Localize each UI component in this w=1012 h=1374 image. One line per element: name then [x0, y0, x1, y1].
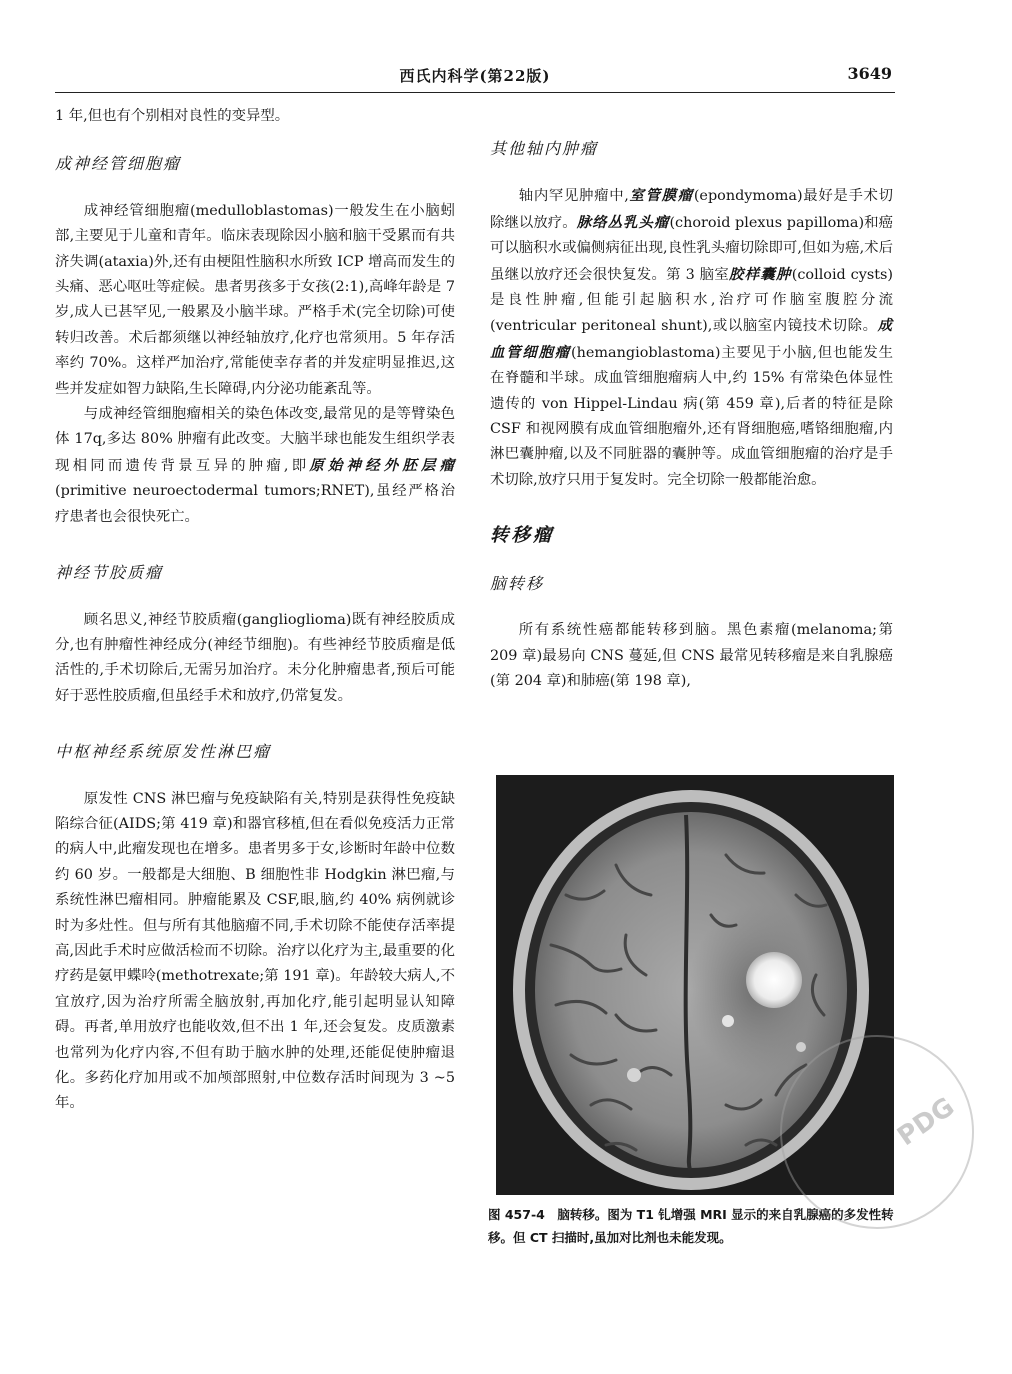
page-number: 3649 [847, 64, 892, 83]
right-column [490, 136, 893, 694]
section-heading-ganglioglioma: 神经节胶质瘤 [55, 563, 164, 583]
watermark-stamp: PDG [742, 997, 1012, 1267]
paragraph: 所有系统性癌都能转移到脑。黑色素瘤(melanoma;第 209 章)最易向 CNS 蔓延,但 CNS 最常见转移瘤是来自乳腺癌(第 204 章)和肺癌(第 198 章), [490, 622, 893, 689]
section-heading-metastasis: 转移瘤 [490, 525, 555, 547]
paragraph: 原发性 CNS 淋巴瘤与免疫缺陷有关,特别是获得性免疫缺陷综合征(AIDS;第 419 章)和器官移植,但在看似免疫活力正常的病人中,此瘤发现也在增多。患者男多于女,诊断时年龄中位数约 60 岁。一般都是大细胞、B 细胞性非 Hodgkin 淋巴瘤,与系统性淋巴瘤相同。肿瘤能累及 CSF,眼,脑,约 40% 病例就诊时为多灶性。但与所有其他脑瘤不同,手术切除不能使存活率提高,因此手术时应做活检而不切除。治疗以化疗为主,最重要的化疗药是氨甲蝶呤(methotrexate;第 191 章)。年龄较大病人,不宜放疗,因为治疗所需全脑放射,再加化疗,能引起明显认知障碍。再者,单用放疗也能收效,但不出 1 年,还会复发。皮质激素也常列为化疗内容,不但有助于脑水肿的处理,还能促使肿瘤退化。多药化疗加用或不加颅部照射,中位数存活时间现为 3 ~5 年。 [55, 790, 455, 1112]
intro-line: 1 年,但也有个别相对良性的变异型。 [55, 108, 290, 124]
section-heading-brain-metastasis: 脑转移 [490, 573, 545, 593]
paragraph: 与成神经管细胞瘤相关的染色体改变,最常见的是等臂染色体 17q,多达 80% 肿瘤有此改变。大脑半球也能发生组织学表现相同而遗传背景互异的肿瘤,即原始神经外胚层瘤(primitive neuroectodermal tumors;RNET),虽经严格治疗患者也会很快死亡。 [55, 406, 455, 525]
header-rule [55, 92, 895, 93]
paragraph: 轴内罕见肿瘤中,室管膜瘤(epondymoma)最好是手术切除继以放疗。脉络丛乳头瘤(choroid plexus papilloma)和癌可以脑积水或偏侧病征出现,良性乳头瘤切除即可,但如为癌,术后虽继以放疗还会很快复发。第 3 脑室胶样囊肿(colloid cysts)是良性肿瘤,但能引起脑积水,治疗可作脑室腹腔分流(ventricular peritoneal shunt),或以脑室内镜技术切除。成血管细胞瘤(hemangioblastoma)主要见于小脑,但也能发生在脊髓和半球。成血管细胞瘤病人中,约 15% 有常染色体显性遗传的 von Hippel-Lindau 病(第 459 章),后者的特征是除 CSF 和视网膜有成血管细胞瘤外,还有肾细胞癌,嗜铬细胞瘤,内淋巴囊肿瘤,以及不同脏器的囊肿等。成血管细胞瘤的治疗是手术切除,放疗只用于复发时。完全切除一般都能治愈。 [490, 187, 893, 488]
term-hemangioblastoma: 成血管细胞瘤 [490, 317, 893, 361]
section-heading-medulloblastoma: 成神经管细胞瘤 [55, 154, 182, 174]
page-header-title: 西氏内科学(第22版) [399, 67, 551, 85]
section-heading-cns-lymphoma: 中枢神经系统原发性淋巴瘤 [55, 742, 272, 762]
term-colloid-cyst: 胶样囊肿 [729, 265, 792, 283]
section-heading-other-intraaxial: 其他轴内肿瘤 [490, 139, 599, 158]
paragraph: 成神经管细胞瘤(medulloblastomas)一般发生在小脑蚓部,主要见于儿童和青年。临床表现除因小脑和脑干受累而有共济失调(ataxia)外,还有由梗阻性脑积水所致 ICP 增高而发生的头痛、恶心呕吐等症候。患者男孩多于女孩(2:1),高峰年龄是 7 岁,成人已甚罕见,一般累及小脑半球。严格手术(完全切除)可使转归改善。术后都须继以神经轴放疗,化疗也常须用。5 年存活率约 70%。这样严加治疗,常能使幸存者的并发症明显推迟,这些并发症如智力缺陷,生长障碍,内分泌功能紊乱等。 [55, 202, 455, 397]
term-choroid-plexus: 脉络丛乳头瘤 [576, 213, 670, 231]
paragraph: 顾名思义,神经节胶质瘤(ganglioglioma)既有神经胶质成分,也有肿瘤性神经成分(神经节细胞)。有些神经节胶质瘤是低活性的,手术切除后,无需另加治疗。未分化肿瘤患者,预后可能好于恶性胶质瘤,但虽经手术和放疗,仍常复发。 [55, 611, 455, 704]
figure-caption: 图 457-4 脑转移。图为 T1 钆增强 MRI 显示的来自乳腺癌的多发性转移。但 CT 扫描时,虽加对比剂也未能发现。 [488, 1207, 894, 1245]
term-ependymoma: 室管膜瘤 [628, 187, 694, 205]
left-column [55, 104, 455, 1117]
term-pnet: 原始神经外胚层瘤 [309, 456, 455, 474]
